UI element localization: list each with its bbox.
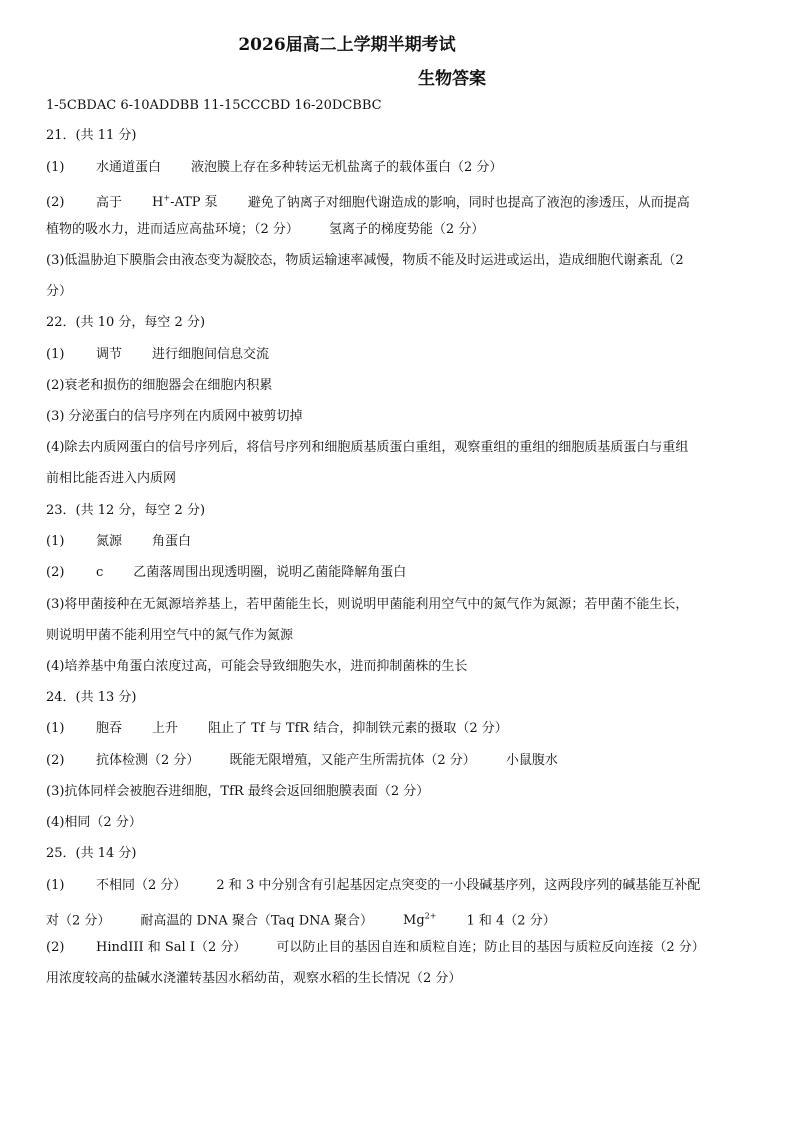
part-number: (1) bbox=[46, 160, 65, 175]
q21-part2-cont bbox=[46, 222, 754, 238]
q24-part3: (3)抗体同样会被胞吞进细胞，TfR 最终会返回细胞膜表面（2 分） bbox=[46, 784, 430, 799]
q23-heading: 23．(共 12 分，每空 2 分) bbox=[46, 503, 206, 518]
part-number: (2) bbox=[46, 565, 65, 580]
part-number: (1) bbox=[46, 878, 65, 893]
answer-text: 进行细胞间信息交流 bbox=[152, 347, 270, 362]
answer-text: HindIII 和 Sal I（2 分） bbox=[96, 940, 247, 955]
q25-part1 bbox=[46, 878, 754, 894]
q24-part1 bbox=[46, 721, 754, 737]
q25-part3: 用浓度较高的盐碱水浇灌转基因水稻幼苗，观察水稻的生长情况（2 分） bbox=[46, 971, 462, 986]
q21-part2 bbox=[46, 191, 754, 211]
q22-heading: 22．(共 10 分，每空 2 分) bbox=[46, 315, 206, 330]
q21-part3: (3)低温胁迫下膜脂会由液态变为凝胶态，物质运输速率减慢，物质不能及时运进或运出，造成细胞代谢紊乱（2 bbox=[46, 253, 684, 268]
answer-text: 2 和 3 中分别含有引起基因定点突变的一小段碱基序列，这两段序列的碱基能互补配 bbox=[216, 878, 701, 893]
answer-text: 对（2 分） bbox=[46, 913, 111, 929]
q22-part2: (2)衰老和损伤的细胞器会在细胞内积累 bbox=[46, 378, 273, 393]
q23-part3-cont: 则说明甲菌不能利用空气中的氮气作为氮源 bbox=[46, 628, 294, 643]
mc-answers: 1-5CBDAC 6-10ADDBB 11-15CCCBD 16-20DCBBC bbox=[46, 98, 382, 113]
part-number: (2) bbox=[46, 940, 65, 955]
answer-text: 胞吞 bbox=[96, 721, 123, 736]
answer-text: 避免了钠离子对细胞代谢造成的影响，同时也提高了液泡的渗透压，从而提高 bbox=[247, 195, 690, 211]
answer-text: 阻止了 Tf 与 TfR 结合，抑制铁元素的摄取（2 分） bbox=[208, 721, 508, 736]
q22-part1 bbox=[46, 347, 754, 363]
q23-part4: (4)培养基中角蛋白浓度过高，可能会导致细胞失水，进而抑制菌株的生长 bbox=[46, 659, 468, 674]
answer-text: 氮源 bbox=[96, 534, 123, 549]
exam-subtitle: 生物答案 bbox=[418, 69, 486, 89]
answer-text: 既能无限增殖，又能产生所需抗体（2 分） bbox=[229, 753, 476, 768]
q22-part4: (4)除去内质网蛋白的信号序列后，将信号序列和细胞质基质蛋白重组，观察重组的重组的细胞质基质蛋白与重组 bbox=[46, 440, 689, 455]
q23-part2 bbox=[46, 565, 754, 581]
part-number: (2) bbox=[46, 753, 65, 768]
answer-text: 植物的吸水力，进而适应高盐环境；（2 分） bbox=[46, 222, 299, 237]
q23-part1 bbox=[46, 534, 754, 550]
answer-text: 可以防止目的基因自连和质粒自连；防止目的基因与质粒反向连接（2 分） bbox=[276, 940, 705, 955]
answer-text: 不相同（2 分） bbox=[96, 878, 187, 893]
answer-text: 调节 bbox=[96, 347, 123, 362]
answer-text: 水通道蛋白 bbox=[96, 160, 162, 175]
q23-part3: (3)将甲菌接种在无氮源培养基上，若甲菌能生长，则说明甲菌能利用空气中的氮气作为氮源；若甲菌不能生长， bbox=[46, 597, 689, 612]
part-number: (1) bbox=[46, 347, 65, 362]
exam-title: 2026届高二上学期半期考试 bbox=[238, 35, 456, 55]
answer-text: 乙菌落周围出现透明圈，说明乙菌能降解角蛋白 bbox=[133, 565, 407, 580]
answer-text: 液泡膜上存在多种转运无机盐离子的载体蛋白（2 分） bbox=[191, 160, 503, 175]
q22-part4-cont: 前相比能否进入内质网 bbox=[46, 471, 177, 486]
q25-heading: 25．(共 14 分) bbox=[46, 846, 137, 861]
q21-part1 bbox=[46, 160, 754, 176]
q22-part3: (3) 分泌蛋白的信号序列在内质网中被剪切掉 bbox=[46, 409, 303, 424]
q24-heading: 24．(共 13 分) bbox=[46, 690, 137, 705]
answer-text: 小鼠腹水 bbox=[505, 753, 558, 768]
q25-part2 bbox=[46, 940, 754, 956]
answer-text: c bbox=[96, 565, 104, 580]
q25-part1-cont bbox=[46, 909, 754, 929]
part-number: (1) bbox=[46, 721, 65, 736]
answer-text: 抗体检测（2 分） bbox=[96, 753, 200, 768]
part-number: (2) bbox=[46, 195, 65, 211]
answer-text: H+-ATP 泵 bbox=[152, 194, 218, 211]
q24-part2 bbox=[46, 753, 754, 769]
answer-text: 角蛋白 bbox=[152, 534, 192, 549]
part-number: (1) bbox=[46, 534, 65, 549]
answer-text: 1 和 4（2 分） bbox=[466, 913, 556, 929]
answer-text: 高于 bbox=[96, 195, 123, 211]
answer-text: 氢离子的梯度势能（2 分） bbox=[328, 222, 485, 237]
q21-part3-cont: 分） bbox=[46, 284, 73, 299]
answer-text: $Mg^{2+}$ bbox=[403, 912, 437, 929]
answer-text: 耐高温的 DNA 聚合（Taq DNA 聚合） bbox=[140, 913, 374, 929]
q21-heading: 21．(共 11 分) bbox=[46, 128, 137, 143]
q24-part4: (4)相同（2 分） bbox=[46, 815, 142, 830]
answer-text: 上升 bbox=[152, 721, 179, 736]
